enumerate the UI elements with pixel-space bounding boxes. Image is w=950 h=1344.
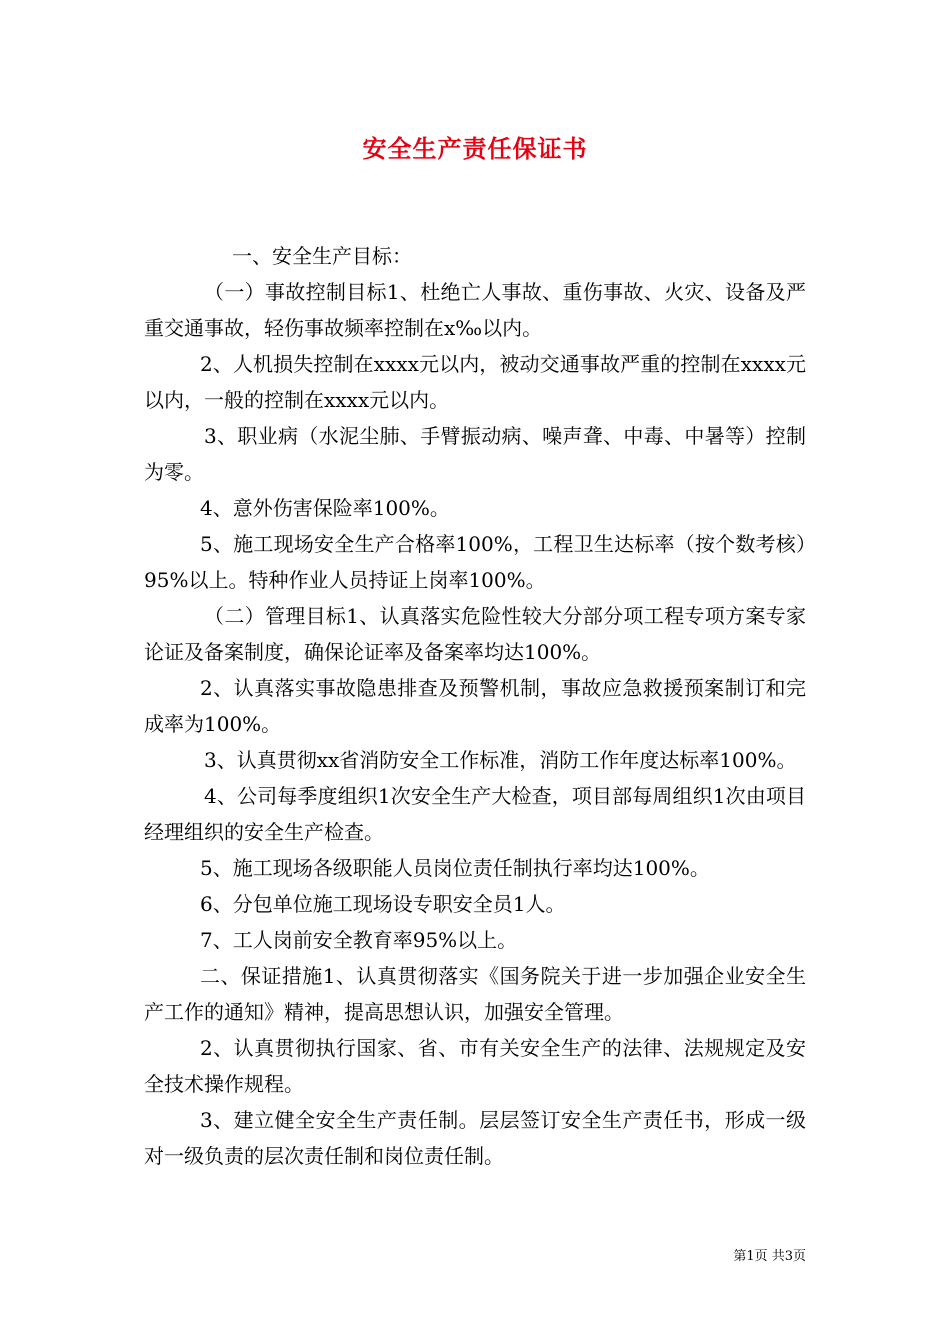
paragraph: （一）事故控制目标1、杜绝亡人事故、重伤事故、火灾、设备及严重交通事故，轻伤事故频率控制在x‰以内。 <box>144 280 806 340</box>
document-body <box>144 238 806 1174</box>
document-title: 安全生产责任保证书 <box>362 134 588 163</box>
paragraph: （二）管理目标1、认真落实危险性较大分部分项工程专项方案专家论证及备案制度，确保论证率及备案率均达100%。 <box>144 604 806 664</box>
paragraph: 5、施工现场各级职能人员岗位责任制执行率均达100%。 <box>200 856 710 880</box>
paragraph: 3、建立健全安全生产责任制。层层签订安全生产责任书，形成一级对一级负责的层次责任制和岗位责任制。 <box>144 1108 806 1168</box>
paragraph: 4、公司每季度组织1次安全生产大检查，项目部每周组织1次由项目经理组织的安全生产检查。 <box>144 784 806 844</box>
paragraph: 7、工人岗前安全教育率95%以上。 <box>200 928 518 952</box>
paragraph: 2、人机损失控制在xxxx元以内，被动交通事故严重的控制在xxxx元以内，一般的控制在xxxx元以内。 <box>144 352 806 412</box>
paragraph: 3、认真贯彻xx省消防安全工作标准，消防工作年度达标率100%。 <box>204 748 797 772</box>
paragraph: 3、职业病（水泥尘肺、手臂振动病、噪声聋、中毒、中暑等）控制为零。 <box>144 424 806 484</box>
paragraph: 2、认真落实事故隐患排查及预警机制，事故应急救援预案制订和完成率为100%。 <box>144 676 806 736</box>
paragraph: 一、安全生产目标： <box>232 244 412 268</box>
paragraph: 2、认真贯彻执行国家、省、市有关安全生产的法律、法规规定及安全技术操作规程。 <box>144 1036 806 1096</box>
paragraph: 二、保证措施1、认真贯彻落实《国务院关于进一步加强企业安全生产工作的通知》精神，提高思想认识，加强安全管理。 <box>144 964 806 1024</box>
paragraph: 4、意外伤害保险率100%。 <box>200 496 450 520</box>
paragraph: 6、分包单位施工现场设专职安全员1人。 <box>200 892 566 916</box>
paragraph: 5、施工现场安全生产合格率100%，工程卫生达标率（按个数考核）95%以上。特种作业人员持证上岗率100%。 <box>144 532 806 592</box>
page-number: 第1页 共3页 <box>733 1249 806 1264</box>
